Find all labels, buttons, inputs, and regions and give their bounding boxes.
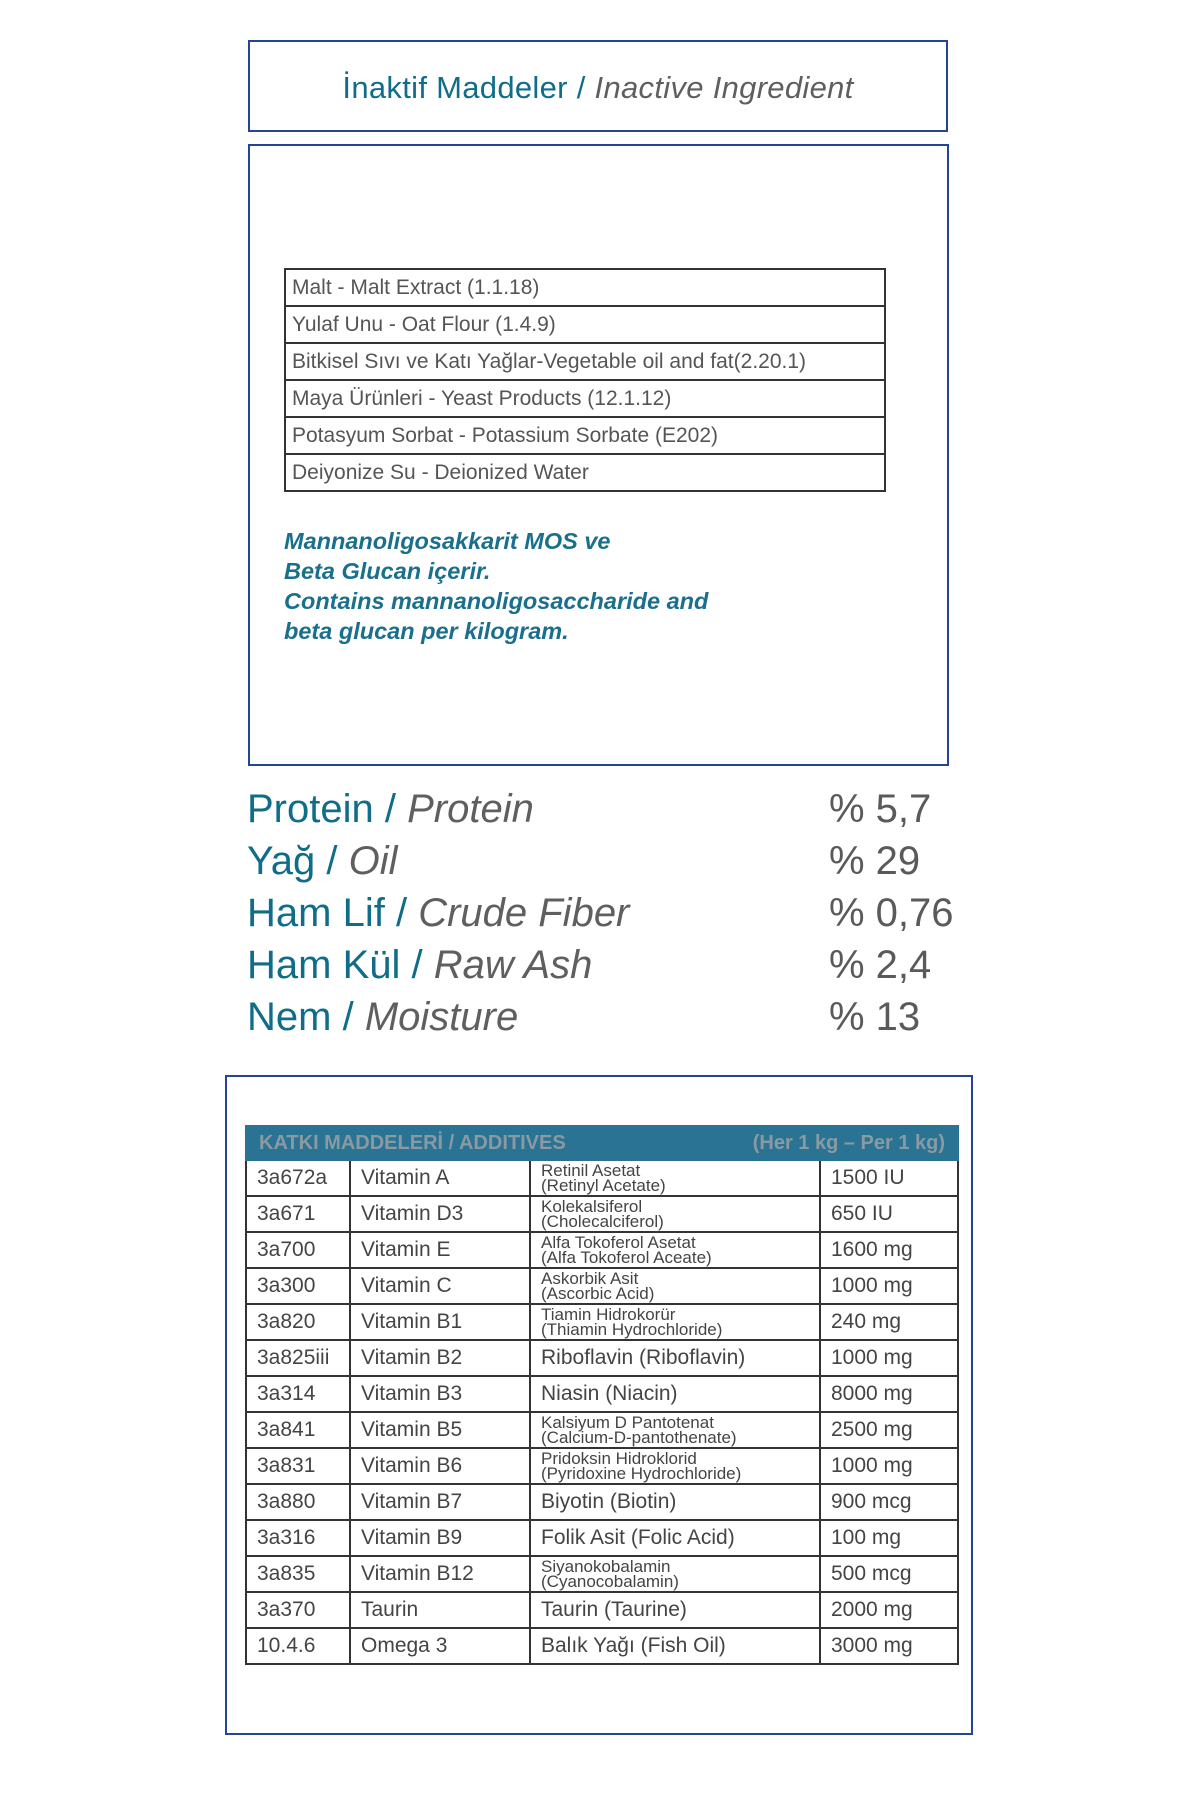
inactive-ingredient-row [285,343,885,380]
title-tr: İnaktif Maddeler [342,70,568,105]
additive-row [246,1196,958,1232]
additive-amount: 1000 mg [820,1448,958,1484]
additive-row [246,1340,958,1376]
nutrient-row [247,995,967,1047]
additive-vitamin: Vitamin B9 [350,1520,530,1556]
nutrient-name-en: Protein [407,787,534,831]
additive-substance [530,1196,820,1232]
nutrient-label [247,787,534,832]
additive-vitamin: Vitamin B12 [350,1556,530,1592]
additive-amount: 650 IU [820,1196,958,1232]
additive-amount: 2000 mg [820,1592,958,1628]
additive-row [246,1556,958,1592]
additives-header [246,1126,958,1160]
nutrient-value: % 29 [829,839,921,883]
additive-substance-tr: Kalsiyum D Pantotenat [541,1413,714,1432]
additive-row [246,1268,958,1304]
additive-substance: Folik Asit (Folic Acid) [530,1520,820,1556]
additive-row [246,1304,958,1340]
header-box [248,40,948,132]
inactive-ingredient-name: Maya Ürünleri - Yeast Products (12.1.12) [285,380,885,417]
additive-substance-tr: Askorbik Asit [541,1269,639,1288]
additive-substance-tr: Pridoksin Hidroklorid [541,1449,697,1468]
inactive-ingredient-row [285,417,885,454]
title-separator: / [576,70,586,105]
additive-code: 3a316 [246,1520,350,1556]
additive-amount: 2500 mg [820,1412,958,1448]
nutrient-row [247,891,967,943]
additive-amount: 8000 mg [820,1376,958,1412]
additive-vitamin: Vitamin E [350,1232,530,1268]
additive-vitamin: Vitamin D3 [350,1196,530,1232]
additive-substance-tr: Tiamin Hidrokorür [541,1305,676,1324]
additive-amount: 1000 mg [820,1340,958,1376]
nutrient-name-tr: Yağ [247,839,316,883]
additives-box [225,1075,973,1735]
nutrient-separator: / [326,839,338,883]
additive-substance-en: (Retinyl Acetate) [541,1176,666,1195]
additive-vitamin: Vitamin B7 [350,1484,530,1520]
nutrient-name-en: Oil [348,839,398,883]
additive-substance: Biyotin (Biotin) [530,1484,820,1520]
additive-row [246,1448,958,1484]
inactive-ingredient-name: Malt - Malt Extract (1.1.18) [285,269,885,306]
additive-substance [530,1160,820,1196]
nutrient-label [247,839,397,884]
inactive-ingredient-row [285,306,885,343]
additive-row [246,1520,958,1556]
inactive-ingredient-name: Yulaf Unu - Oat Flour (1.4.9) [285,306,885,343]
additive-substance-en: (Pyridoxine Hydrochloride) [541,1464,742,1483]
additive-amount: 240 mg [820,1304,958,1340]
note-line: Beta Glucan içerir. [284,558,491,584]
additive-row [246,1412,958,1448]
nutrient-value: % 13 [829,995,921,1039]
additive-substance-en: (Thiamin Hydrochloride) [541,1320,723,1339]
additive-amount: 1600 mg [820,1232,958,1268]
additive-substance [530,1304,820,1340]
additive-row [246,1628,958,1664]
additive-substance-en: (Ascorbic Acid) [541,1284,655,1303]
inactive-ingredients-box [248,144,949,766]
additive-row [246,1592,958,1628]
nutrient-name-en: Moisture [364,995,519,1039]
additive-vitamin: Vitamin B5 [350,1412,530,1448]
additive-code: 3a835 [246,1556,350,1592]
nutrient-separator: / [384,787,396,831]
additive-substance [530,1412,820,1448]
additive-substance [530,1556,820,1592]
inactive-ingredient-name: Potasyum Sorbat - Potassium Sorbate (E202) [285,417,885,454]
additive-amount: 1500 IU [820,1160,958,1196]
additive-code: 3a820 [246,1304,350,1340]
additive-substance [530,1232,820,1268]
additive-vitamin: Taurin [350,1592,530,1628]
additive-substance-en: (Cyanocobalamin) [541,1572,679,1591]
additives-header-row [246,1126,958,1160]
additive-substance-tr: Alfa Tokoferol Asetat [541,1233,696,1252]
nutrient-separator: / [411,943,423,987]
additive-row [246,1376,958,1412]
additive-vitamin: Vitamin C [350,1268,530,1304]
nutrient-name-en: Crude Fiber [418,891,630,935]
additive-vitamin: Vitamin B1 [350,1304,530,1340]
nutrient-name-tr: Protein [247,787,374,831]
additive-row [246,1232,958,1268]
additive-code: 3a671 [246,1196,350,1232]
additives-title: KATKI MADDELERİ / ADDITIVES [259,1131,566,1154]
additive-code: 3a314 [246,1376,350,1412]
nutrient-label [247,891,629,936]
header-title [250,70,946,106]
additives-table [245,1125,959,1665]
additive-substance: Taurin (Taurine) [530,1592,820,1628]
additive-amount: 500 mcg [820,1556,958,1592]
additive-row [246,1484,958,1520]
nutrient-name-tr: Ham Kül [247,943,401,987]
title-en: Inactive Ingredient [594,70,854,105]
note-line: Mannanoligosakkarit MOS ve [284,528,611,554]
inactive-ingredient-row [285,454,885,491]
additive-row [246,1160,958,1196]
additive-vitamin: Vitamin B2 [350,1340,530,1376]
additive-code: 3a700 [246,1232,350,1268]
additive-code: 3a825iii [246,1340,350,1376]
nutrient-value: % 0,76 [829,891,954,935]
additive-substance: Riboflavin (Riboflavin) [530,1340,820,1376]
nutrient-row [247,787,967,839]
additive-substance-tr: Kolekalsiferol [541,1197,643,1216]
additive-amount: 900 mcg [820,1484,958,1520]
nutrient-name-en: Raw Ash [433,943,593,987]
additive-substance: Balık Yağı (Fish Oil) [530,1628,820,1664]
additive-amount: 3000 mg [820,1628,958,1664]
additive-substance [530,1268,820,1304]
inactive-ingredients-table [284,268,886,492]
additive-substance-en: (Calcium-D-pantothenate) [541,1428,737,1447]
additive-substance-tr: Retinil Asetat [541,1161,641,1180]
nutrient-label [247,943,592,988]
note-line: Contains mannanoligosaccharide and [284,588,709,614]
additive-substance-en: (Cholecalciferol) [541,1212,664,1231]
additives-per-kg: (Her 1 kg – Per 1 kg) [752,1131,946,1154]
nutrient-separator: / [395,891,408,935]
nutrient-name-tr: Nem [247,995,332,1039]
note-line: beta glucan per kilogram. [284,618,569,644]
additive-substance: Niasin (Niacin) [530,1376,820,1412]
additive-substance [530,1448,820,1484]
additive-vitamin: Vitamin B3 [350,1376,530,1412]
inactive-ingredient-name: Bitkisel Sıvı ve Katı Yağlar-Vegetable oil and fat(2.20.1) [285,343,885,380]
mos-note [284,526,884,646]
nutrient-row [247,839,967,891]
additive-vitamin: Omega 3 [350,1628,530,1664]
additive-substance-tr: Siyanokobalamin [541,1557,671,1576]
additive-code: 10.4.6 [246,1628,350,1664]
additive-vitamin: Vitamin A [350,1160,530,1196]
additive-amount: 100 mg [820,1520,958,1556]
inactive-ingredient-name: Deiyonize Su - Deionized Water [285,454,885,491]
nutrient-name-tr: Ham Lif [247,891,385,935]
additive-substance-en: (Alfa Tokoferol Aceate) [541,1248,712,1267]
additive-vitamin: Vitamin B6 [350,1448,530,1484]
additive-code: 3a370 [246,1592,350,1628]
nutrient-separator: / [342,995,354,1039]
nutrient-row [247,943,967,995]
nutrient-value: % 5,7 [829,787,932,831]
additive-code: 3a672a [246,1160,350,1196]
nutrient-analysis [247,787,967,1047]
additive-code: 3a300 [246,1268,350,1304]
additive-code: 3a841 [246,1412,350,1448]
inactive-ingredient-row [285,380,885,417]
additive-amount: 1000 mg [820,1268,958,1304]
additive-code: 3a880 [246,1484,350,1520]
additive-code: 3a831 [246,1448,350,1484]
inactive-ingredient-row [285,269,885,306]
nutrient-value: % 2,4 [829,943,932,987]
nutrient-label [247,995,518,1040]
